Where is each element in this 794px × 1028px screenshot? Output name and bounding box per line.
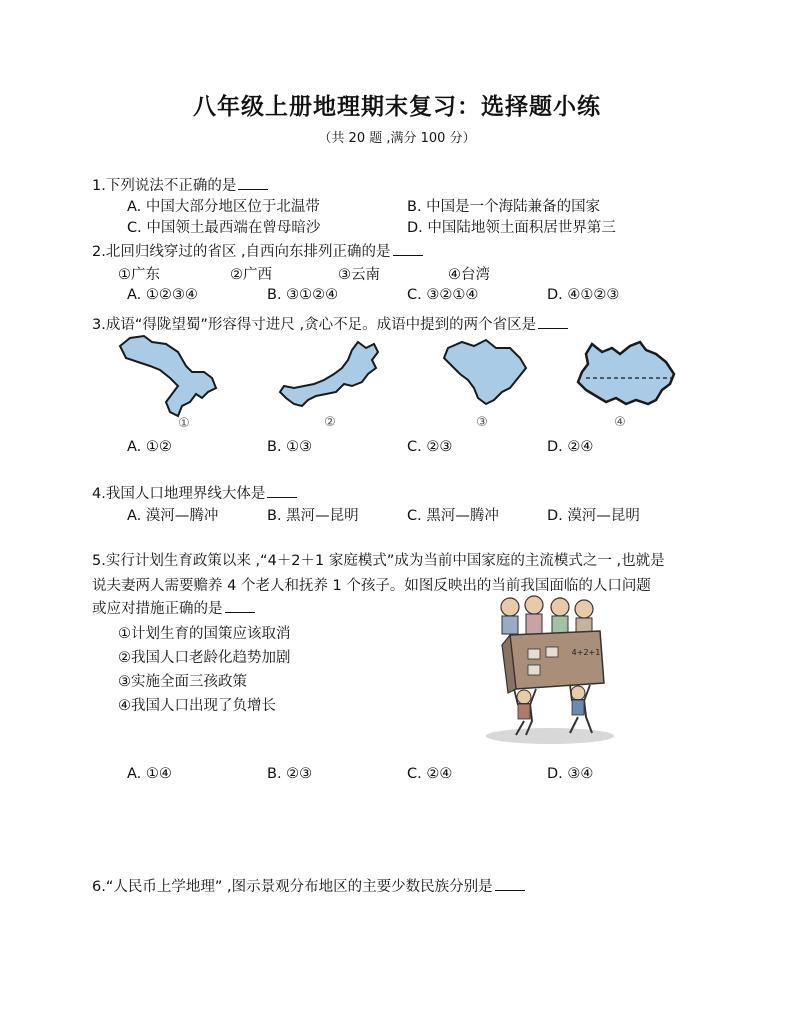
q5-item-4: ④我国人口出现了负增长: [118, 698, 276, 714]
question-5-line-3: [92, 597, 255, 618]
answer-blank[interactable]: [225, 598, 255, 613]
q2-item-1: ①广东: [118, 267, 160, 283]
q4-option-a[interactable]: A. 漠河—腾冲: [127, 508, 219, 524]
question-6-stem: 6.“人民币上学地理” ,图示景观分布地区的主要少数民族分别是: [92, 879, 493, 895]
page-subtitle: （共 20 题 ,满分 100 分）: [318, 131, 476, 146]
q2-option-b[interactable]: B. ③①②④: [267, 287, 339, 303]
map-label-3: ③: [476, 415, 488, 430]
province-shape-1: [120, 336, 216, 416]
province-shape-4: [578, 342, 674, 404]
cartoon-sign-text: 4+2+1: [571, 648, 601, 657]
q5-option-d[interactable]: D. ③④: [547, 766, 594, 782]
answer-blank[interactable]: [267, 483, 297, 498]
q1-option-d[interactable]: D. 中国陆地领土面积居世界第三: [407, 220, 616, 236]
answer-blank[interactable]: [495, 876, 525, 891]
q5-item-3: ③实施全面三孩政策: [118, 674, 247, 690]
q5-option-c[interactable]: C. ②④: [407, 766, 453, 782]
q2-option-a[interactable]: A. ①②③④: [127, 287, 198, 303]
q5-option-b[interactable]: B. ②③: [267, 766, 313, 782]
q3-option-d[interactable]: D. ②④: [547, 439, 594, 455]
province-shape-3: [444, 340, 526, 404]
question-1-stem: 1.下列说法不正确的是: [92, 178, 237, 194]
q2-option-c[interactable]: C. ③②①④: [407, 287, 479, 303]
question-1: [92, 174, 268, 195]
q2-option-d[interactable]: D. ④①②③: [547, 287, 620, 303]
answer-blank[interactable]: [238, 175, 268, 190]
map-label-2: ②: [324, 415, 336, 430]
question-4: [92, 482, 297, 503]
answer-blank[interactable]: [393, 241, 423, 256]
question-4-stem: 4.我国人口地理界线大体是: [92, 486, 266, 502]
q3-option-b[interactable]: B. ①③: [267, 439, 313, 455]
q1-option-a[interactable]: A. 中国大部分地区位于北温带: [127, 199, 320, 215]
question-6: [92, 875, 525, 896]
map-label-1: ①: [178, 416, 190, 430]
q3-option-c[interactable]: C. ②③: [407, 439, 453, 455]
q5-item-2: ②我国人口老龄化趋势加剧: [118, 650, 291, 666]
question-3-stem: 3.成语“得陇望蜀”形容得寸进尺 ,贪心不足。成语中提到的两个省区是: [92, 317, 537, 333]
page-title: 八年级上册地理期末复习：选择题小练: [193, 93, 601, 120]
province-shape-2: [280, 342, 378, 406]
q4-option-d[interactable]: D. 漠河—昆明: [547, 508, 640, 524]
question-3: [92, 313, 568, 334]
question-2: [92, 240, 423, 261]
q2-item-3: ③云南: [338, 267, 380, 283]
question-5-stem-end: 或应对措施正确的是: [92, 601, 223, 617]
province-map-2: [274, 334, 386, 430]
q1-option-c[interactable]: C. 中国领土最西端在曾母暗沙: [127, 220, 321, 236]
answer-blank[interactable]: [538, 314, 568, 329]
q2-item-2: ②广西: [230, 267, 272, 283]
province-map-3: [434, 334, 534, 430]
q3-option-a[interactable]: A. ①②: [127, 439, 172, 455]
question-2-stem: 2.北回归线穿过的省区 ,自西向东排列正确的是: [92, 244, 391, 260]
q4-option-c[interactable]: C. 黑河—腾冲: [407, 508, 499, 524]
q5-option-a[interactable]: A. ①④: [127, 766, 172, 782]
q5-item-1: ①计划生育的国策应该取消: [118, 626, 291, 642]
family-cartoon: [480, 593, 614, 746]
question-5-line-1: 5.实行计划生育政策以来 ,“4＋2＋1 家庭模式”成为当前中国家庭的主流模式之一 ,也就是: [92, 553, 665, 569]
q2-item-4: ④台湾: [448, 267, 490, 283]
province-map-4: [572, 334, 682, 430]
map-label-4: ④: [614, 415, 626, 430]
question-5-line-2: 说夫妻两人需要赡养 4 个老人和抚养 1 个孩子。如图反映出的当前我国面临的人口问题: [92, 578, 651, 594]
q1-option-b[interactable]: B. 中国是一个海陆兼备的国家: [407, 199, 601, 215]
province-map-1: [116, 332, 228, 430]
q4-option-b[interactable]: B. 黑河—昆明: [267, 508, 359, 524]
